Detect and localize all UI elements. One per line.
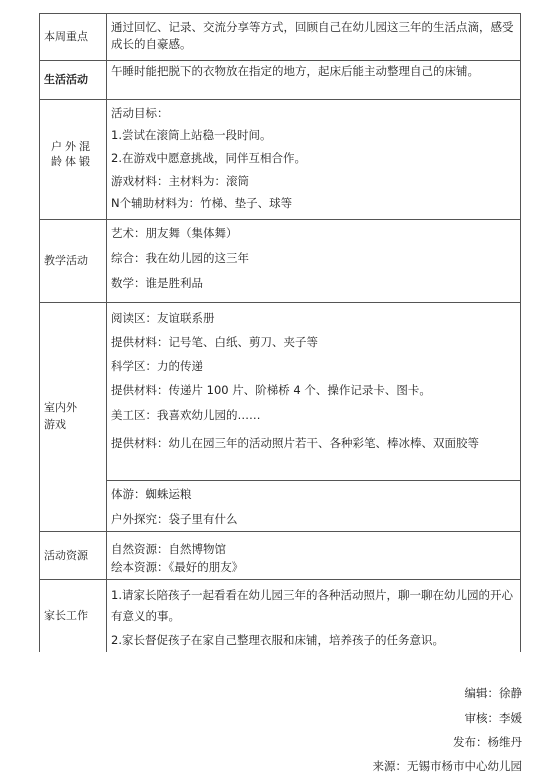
row-label-life: 生活活动 [44,73,88,86]
indoor-sub-line: 户外探究：袋子里有什么 [111,512,238,526]
indoor-line: 美工区：我喜欢幼儿园的…… [111,408,261,422]
column-divider [106,13,107,652]
outdoor-line: 活动目标： [111,106,169,120]
row-label-indoor: 室内外游戏 [44,401,77,431]
teaching-line: 数学：谁是胜利品 [111,276,203,290]
row-divider [39,579,521,580]
outdoor-line: 2.在游戏中愿意挑战，同伴互相合作。 [111,151,306,165]
credit-editor: 编辑：徐静 [464,686,522,700]
indoor-line: 阅读区：友谊联系册 [111,311,215,325]
resources-line: 绘本资源：《最好的朋友》 [111,560,244,574]
teaching-line: 艺术：朋友舞（集体舞） [111,226,238,240]
indoor-art-materials: 提供材料：幼儿在园三年的活动照片若干、各种彩笔、棒冰棒、双面胶等 [111,436,479,450]
row-divider [39,219,521,220]
row-label-outdoor: 户外混龄体锻 [51,139,93,168]
outdoor-line: 1.尝试在滚筒上站稳一段时间。 [111,128,272,142]
life-text: 午睡时能把脱下的衣物放在指定的地方，起床后能主动整理自己的床铺。 [111,64,479,78]
parents-item-2: 2.家长督促孩子在家自己整理衣服和床铺，培养孩子的任务意识。 [111,633,444,647]
row-divider [39,99,521,100]
outdoor-line: 游戏材料：主材料为：滚筒 [111,174,249,188]
indoor-line: 科学区：力的传递 [111,359,203,373]
row-divider [39,531,521,532]
sub-row-divider [106,480,521,481]
indoor-sub-line: 体游：蜘蛛运粮 [111,487,192,501]
indoor-line: 提供材料：记号笔、白纸、剪刀、夹子等 [111,335,318,349]
table-border-right [520,13,521,652]
row-label-resources: 活动资源 [44,548,88,562]
credit-source: 来源：无锡市杨市中心幼儿园 [372,759,522,773]
outdoor-line: N个辅助材料为：竹梯、垫子、球等 [111,196,293,210]
row-label-focus: 本周重点 [44,30,88,43]
resources-line: 自然资源：自然博物馆 [111,542,226,556]
indoor-line: 提供材料：传递片 100 片、阶梯桥 4 个、操作记录卡、图卡。 [111,383,431,397]
table-border-top [39,13,521,14]
row-label-teaching: 教学活动 [44,254,88,267]
parents-item-1: 1.请家长陪孩子一起看看在幼儿园三年的各种活动照片，聊一聊在幼儿园的开心有意义的事。 [111,588,513,623]
teaching-line: 综合：我在幼儿园的这三年 [111,251,249,265]
credit-reviewer: 审核：李媛 [464,711,522,725]
row-divider [39,60,521,61]
credit-publisher: 发布：杨维丹 [453,735,522,749]
row-label-parents: 家长工作 [44,609,88,622]
row-divider [39,302,521,303]
focus-text: 通过回忆、记录、交流分享等方式，回顾自己在幼儿园这三年的生活点滴，感受成长的自豪感。 [111,20,514,51]
weekly-plan-table [39,13,521,652]
